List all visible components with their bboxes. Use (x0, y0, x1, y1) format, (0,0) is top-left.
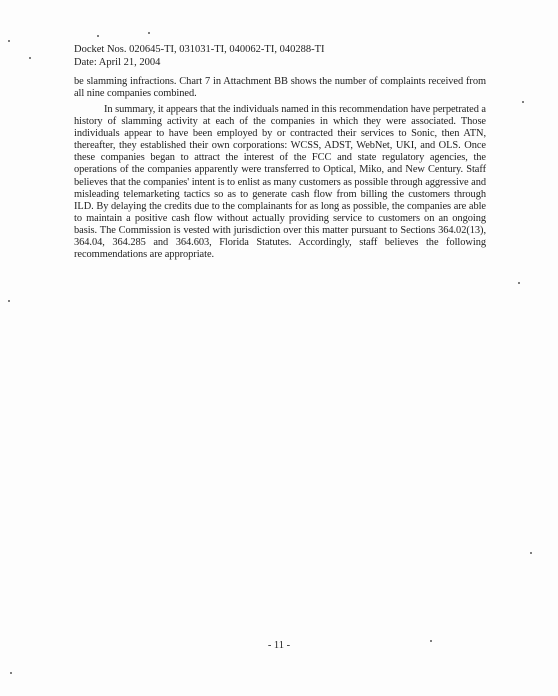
body-paragraph-2: In summary, it appears that the individuals named in this recommendation have perpetrated a history of slamming activity at each of the companies in which they were associated. Those individuals appear to have been employed by or contracted their services to Sonic, then ATN, thereafter, they established their own corporations: WCSS, ADST, WebNet, UKI, and OLS. Once these companies began to attract the interest of the FCC and state regulatory agencies, the operations of the companies apparently were transferred to Optical, Miko, and New Century. Staff believes that the companies' intent is to enlist as many customers as possible through aggressive and misleading telemarketing tactics so as to generate cash flow from billing the customers through ILD. By delaying the credits due to the complainants for as long as possible, the companies are able to maintain a positive cash flow without actually providing service to customers on an ongoing basis. The Commission is vested with jurisdiction over this matter pursuant to Sections 364.02(13), 364.04, 364.285 and 364.603, Florida Statutes. Accordingly, staff believes the following recommendations are appropriate. (74, 104, 486, 261)
scan-speck (530, 552, 532, 554)
document-header (74, 43, 325, 69)
scan-speck (29, 57, 31, 59)
scan-speck (522, 101, 524, 103)
scan-speck (430, 640, 432, 642)
docket-numbers: Docket Nos. 020645-TI, 031031-TI, 040062-TI, 040288-TI (74, 44, 325, 55)
document-date: Date: April 21, 2004 (74, 57, 161, 68)
body-paragraph-1: be slamming infractions. Chart 7 in Attachment BB shows the number of complaints received from all nine companies combined. (74, 76, 486, 100)
scan-speck (518, 282, 520, 284)
page-number: - 11 - (267, 640, 291, 651)
scan-speck (8, 300, 10, 302)
scan-speck (148, 32, 150, 34)
scan-speck (8, 40, 10, 42)
scan-speck (97, 35, 99, 37)
scan-speck (10, 672, 12, 674)
